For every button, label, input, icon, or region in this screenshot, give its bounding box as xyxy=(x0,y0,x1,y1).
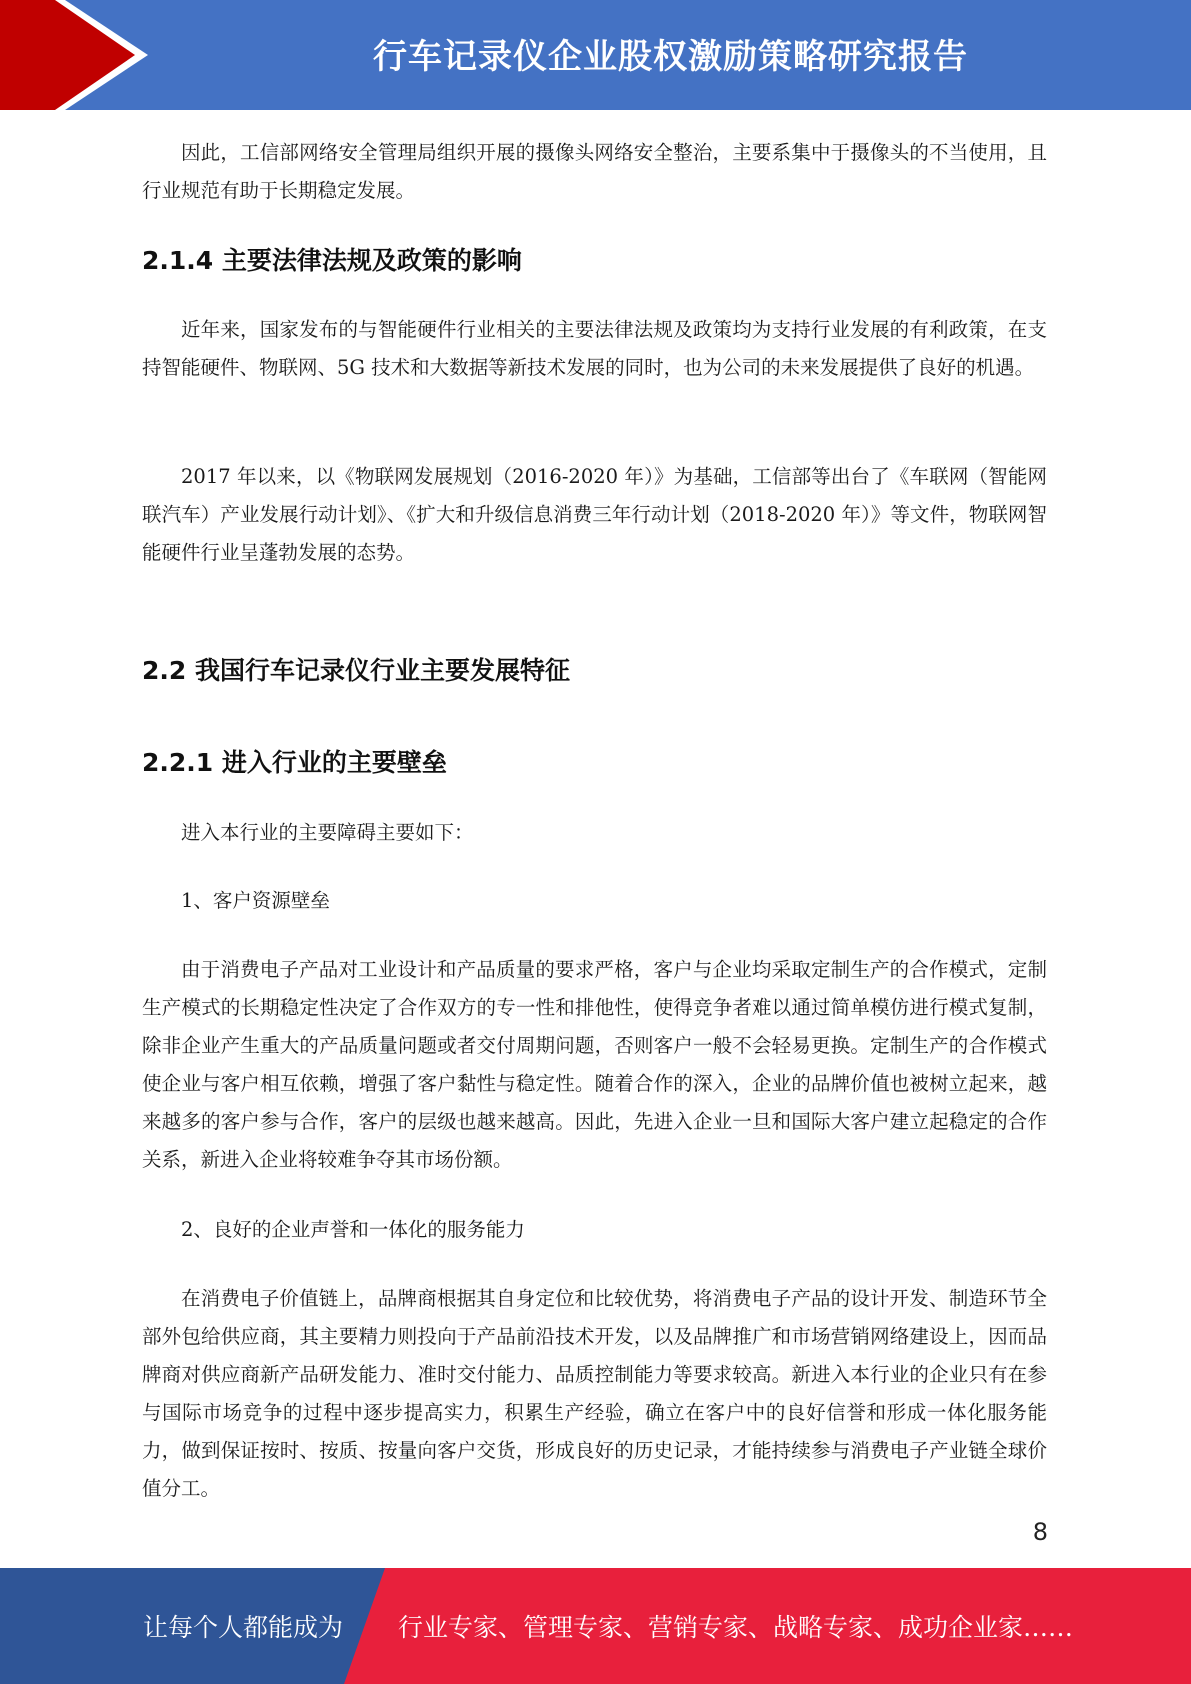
paragraph-iot xyxy=(142,458,1047,572)
report-title: 行车记录仪企业股权激励策略研究报告 xyxy=(373,36,968,77)
list-item-reputation xyxy=(142,1211,1047,1249)
page-header xyxy=(0,0,1191,110)
paragraph-text: 由于消费电子产品对工业设计和产品质量的要求严格，客户与企业均采取定制生产的合作模式，定制生产模式的长期稳定性决定了合作双方的专一性和排他性，使得竞争者难以通过简单模仿进行模式复制，除非企业产生重大的产品质量问题或者交付周期问题，否则客户一般不会轻易更换。定制生产的合作模式使企业与客户相互依赖，增强了客户黏性与稳定性。随着合作的深入，企业的品牌价值也被树立起来，越来越多的客户参与合作，客户的层级也越来越高。因此，先进入企业一旦和国际大客户建立起稳定的合作关系，新进入企业将较难争夺其市场份额。 xyxy=(142,958,1047,1171)
paragraph-intro xyxy=(142,814,1047,852)
footer-slogan-right: 行业专家、管理专家、营销专家、战略专家、成功企业家…… xyxy=(398,1613,1074,1642)
paragraph-text: 2017 年以来，以《物联网发展规划（2016-2020 年）》为基础，工信部等出台了《车联网（智能网联汽车）产业发展行动计划》、《扩大和升级信息消费三年行动计划（2018-2020 年）》等文件，物联网智能硬件行业呈蓬勃发展的态势。 xyxy=(142,465,1047,564)
paragraph-customer-barrier xyxy=(142,951,1047,1179)
section-heading-2-2-1: 2.2.1 进入行业的主要壁垒 xyxy=(142,748,447,777)
paragraph-text: 近年来，国家发布的与智能硬件行业相关的主要法律法规及政策均为支持行业发展的有利政策，在支持智能硬件、物联网、5G 技术和大数据等新技术发展的同时，也为公司的未来发展提供了良好的机遇。 xyxy=(142,318,1047,379)
paragraph-text: 在消费电子价值链上，品牌商根据其自身定位和比较优势，将消费电子产品的设计开发、制造环节全部外包给供应商，其主要精力则投向于产品前沿技术开发，以及品牌推广和市场营销网络建设上，因而品牌商对供应商新产品研发能力、准时交付能力、品质控制能力等要求较高。新进入本行业的企业只有在参与国际市场竞争的过程中逐步提高实力，积累生产经验，确立在客户中的良好信誉和形成一体化服务能力，做到保证按时、按质、按量向客户交货，形成良好的历史记录，才能持续参与消费电子产业链全球价值分工。 xyxy=(142,1287,1047,1500)
paragraph-reputation xyxy=(142,1280,1047,1508)
paragraph-policy xyxy=(142,311,1047,387)
paragraph-conclusion xyxy=(142,134,1047,210)
list-item-customer-barrier xyxy=(142,882,1047,920)
paragraph-text: 因此，工信部网络安全管理局组织开展的摄像头网络安全整治，主要系集中于摄像头的不当使用，且行业规范有助于长期稳定发展。 xyxy=(142,141,1047,202)
section-heading-2-2: 2.2 我国行车记录仪行业主要发展特征 xyxy=(142,656,570,685)
paragraph-text: 2、良好的企业声誉和一体化的服务能力 xyxy=(181,1218,525,1241)
page-footer xyxy=(0,1568,1191,1684)
red-chevron-icon xyxy=(0,0,160,110)
page-number: 8 xyxy=(1032,1518,1048,1546)
paragraph-text: 进入本行业的主要障碍主要如下： xyxy=(181,821,474,844)
section-heading-2-1-4: 2.1.4 主要法律法规及政策的影响 xyxy=(142,246,522,275)
paragraph-text: 1、客户资源壁垒 xyxy=(181,889,330,912)
footer-slogan-left: 让每个人都能成为 xyxy=(143,1613,344,1642)
